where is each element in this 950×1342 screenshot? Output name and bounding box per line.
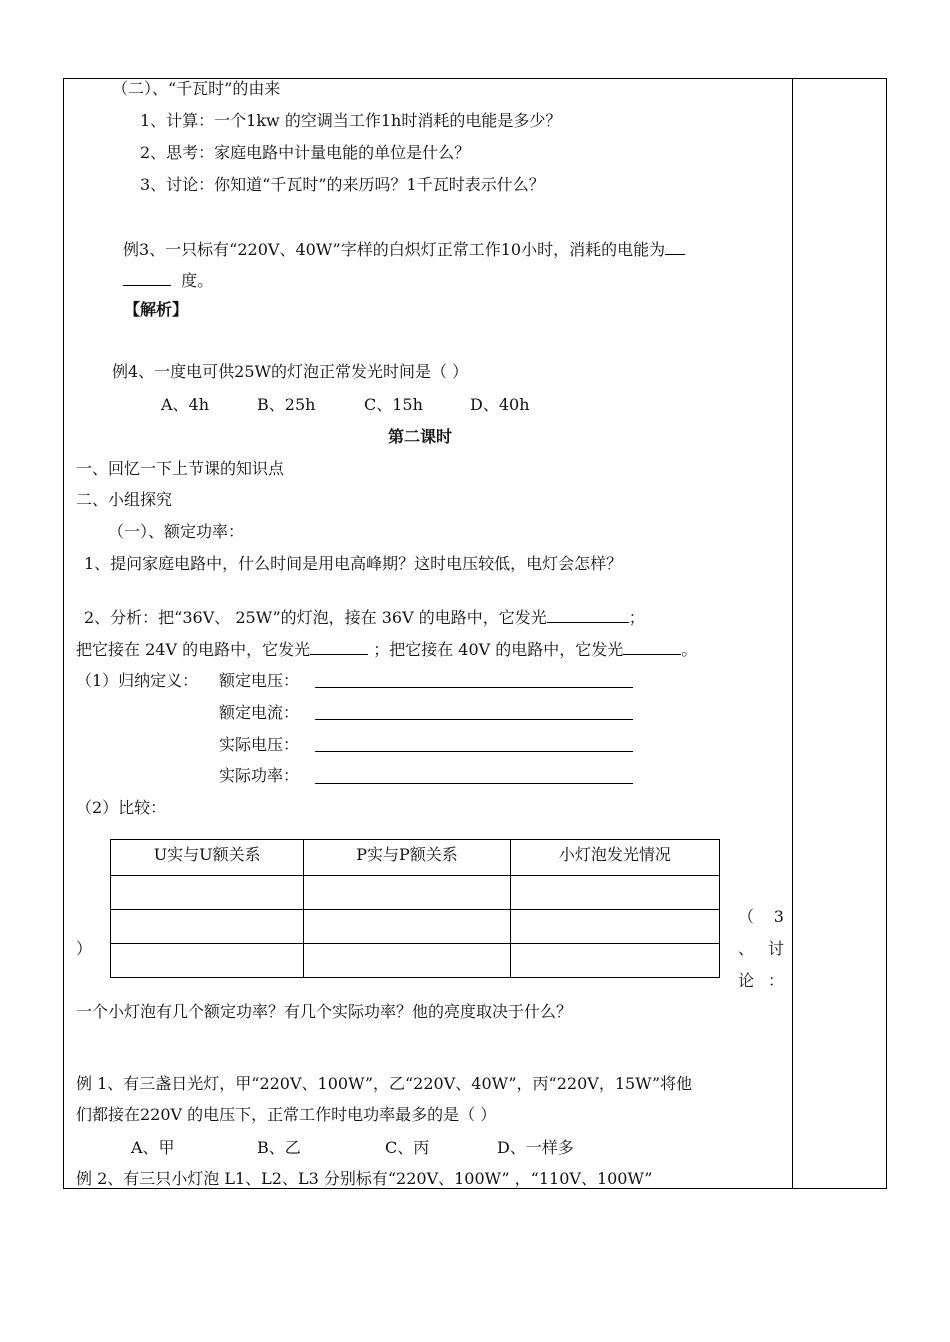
example-4-stem: 例4、一度电可供25W的灯泡正常发光时间是（ ） xyxy=(112,362,469,381)
analysis-2-text: 2、分析：把“36V、 25W”的灯泡，接在 36V 的电路中，它发光 xyxy=(84,608,547,627)
analysis-label: 【解析】 xyxy=(124,300,189,319)
table-row xyxy=(111,876,720,910)
example-1-option-a: A、甲 xyxy=(131,1138,175,1157)
analysis-2-text-b: ；把它接在 40V 的电路中，它发光 xyxy=(373,640,624,659)
prompt-1: 1、提问家庭电路中，什么时间是用电高峰期？这时电压较低，电灯会怎样？ xyxy=(84,554,623,573)
blank-line xyxy=(547,606,629,623)
example-2-line1: 例 2、有三只小灯泡 L1、L2、L3 分别标有“220V、100W” ，“110V、100W” xyxy=(76,1169,653,1188)
example-3-text: 例3、一只标有“220V、40W”字样的白炽灯正常工作10小时，消耗的电能为 xyxy=(123,240,666,259)
punctuation: 。 xyxy=(681,640,698,659)
table-cell[interactable] xyxy=(304,876,510,910)
table-cell[interactable] xyxy=(111,944,304,978)
example-3-unit: 度。 xyxy=(181,271,214,290)
analysis-2-line1 xyxy=(84,606,645,628)
side-note-line1: （ 3 xyxy=(738,907,784,926)
table-cell[interactable] xyxy=(111,910,304,944)
table-row xyxy=(111,944,720,978)
side-note-line3: 论 ： xyxy=(738,971,784,990)
table-cell[interactable] xyxy=(304,944,510,978)
table-header-row xyxy=(111,840,720,876)
example-1-option-c: C、丙 xyxy=(385,1138,430,1157)
compare-label: （2）比较： xyxy=(76,798,167,817)
term-rated-voltage: 额定电压： xyxy=(219,671,300,690)
table-cell[interactable] xyxy=(510,876,719,910)
example-1-option-b: B、乙 xyxy=(257,1138,301,1157)
question-2: 2、思考：家庭电路中计量电能的单位是什么？ xyxy=(140,143,471,162)
side-note-close: ） xyxy=(76,939,93,958)
blank-line xyxy=(123,269,171,286)
example-3-line2 xyxy=(123,269,213,291)
part-1-heading: 一、回忆一下上节课的知识点 xyxy=(76,459,285,478)
term-actual-power: 实际功率： xyxy=(219,766,300,785)
table-header-cell: P实与P额关系 xyxy=(304,840,510,876)
lesson-title: 第二课时 xyxy=(388,427,453,446)
term-rated-current: 额定电流： xyxy=(219,703,300,722)
example-3-line1 xyxy=(123,238,685,260)
blank-line xyxy=(665,238,685,255)
answer-line xyxy=(315,687,633,688)
answer-line xyxy=(315,751,633,752)
table-header-cell: 小灯泡发光情况 xyxy=(510,840,719,876)
comparison-table xyxy=(110,839,720,978)
section-heading: （二）、“千瓦时”的由来 xyxy=(112,79,281,98)
table-cell[interactable] xyxy=(510,910,719,944)
discussion-question: 一个小灯泡有几个额定功率？有几个实际功率？他的亮度取决于什么？ xyxy=(76,1002,573,1021)
table-row xyxy=(111,910,720,944)
answer-line xyxy=(315,719,633,720)
question-1: 1、计算：一个1kw 的空调当工作1h时消耗的电能是多少？ xyxy=(140,111,562,130)
analysis-2-line2 xyxy=(76,638,697,660)
example-4-option-b: B、25h xyxy=(257,395,316,414)
side-note-line2: 、讨 xyxy=(738,939,784,958)
table-cell[interactable] xyxy=(304,910,510,944)
definition-label: （1）归纳定义： xyxy=(76,671,199,690)
example-1-line1: 例 1、有三盏日光灯，甲“220V、100W”，乙“220V、40W”，丙“220V，15W”将他 xyxy=(76,1074,693,1093)
table-header-cell: U实与U额关系 xyxy=(111,840,304,876)
column-divider xyxy=(792,78,793,1189)
part-2-heading: 二、小组探究 xyxy=(76,490,173,509)
blank-line xyxy=(623,638,681,655)
answer-line xyxy=(315,783,633,784)
example-4-option-d: D、40h xyxy=(470,395,530,414)
example-1-line2: 们都接在220V 的电压下，正常工作时电功率最多的是（ ） xyxy=(76,1105,497,1124)
table-cell[interactable] xyxy=(111,876,304,910)
question-3: 3、讨论：你知道“千瓦时”的来历吗？1千瓦时表示什么？ xyxy=(140,175,545,194)
example-1-option-d: D、一样多 xyxy=(497,1138,574,1157)
punctuation: ； xyxy=(628,608,645,627)
table-cell[interactable] xyxy=(510,944,719,978)
term-actual-voltage: 实际电压： xyxy=(219,735,300,754)
example-4-option-a: A、4h xyxy=(161,395,210,414)
blank-line xyxy=(310,638,368,655)
sub-heading-rated-power: （一）、额定功率： xyxy=(108,522,245,541)
analysis-2-text-a: 把它接在 24V 的电路中，它发光 xyxy=(76,640,311,659)
example-4-option-c: C、15h xyxy=(364,395,423,414)
